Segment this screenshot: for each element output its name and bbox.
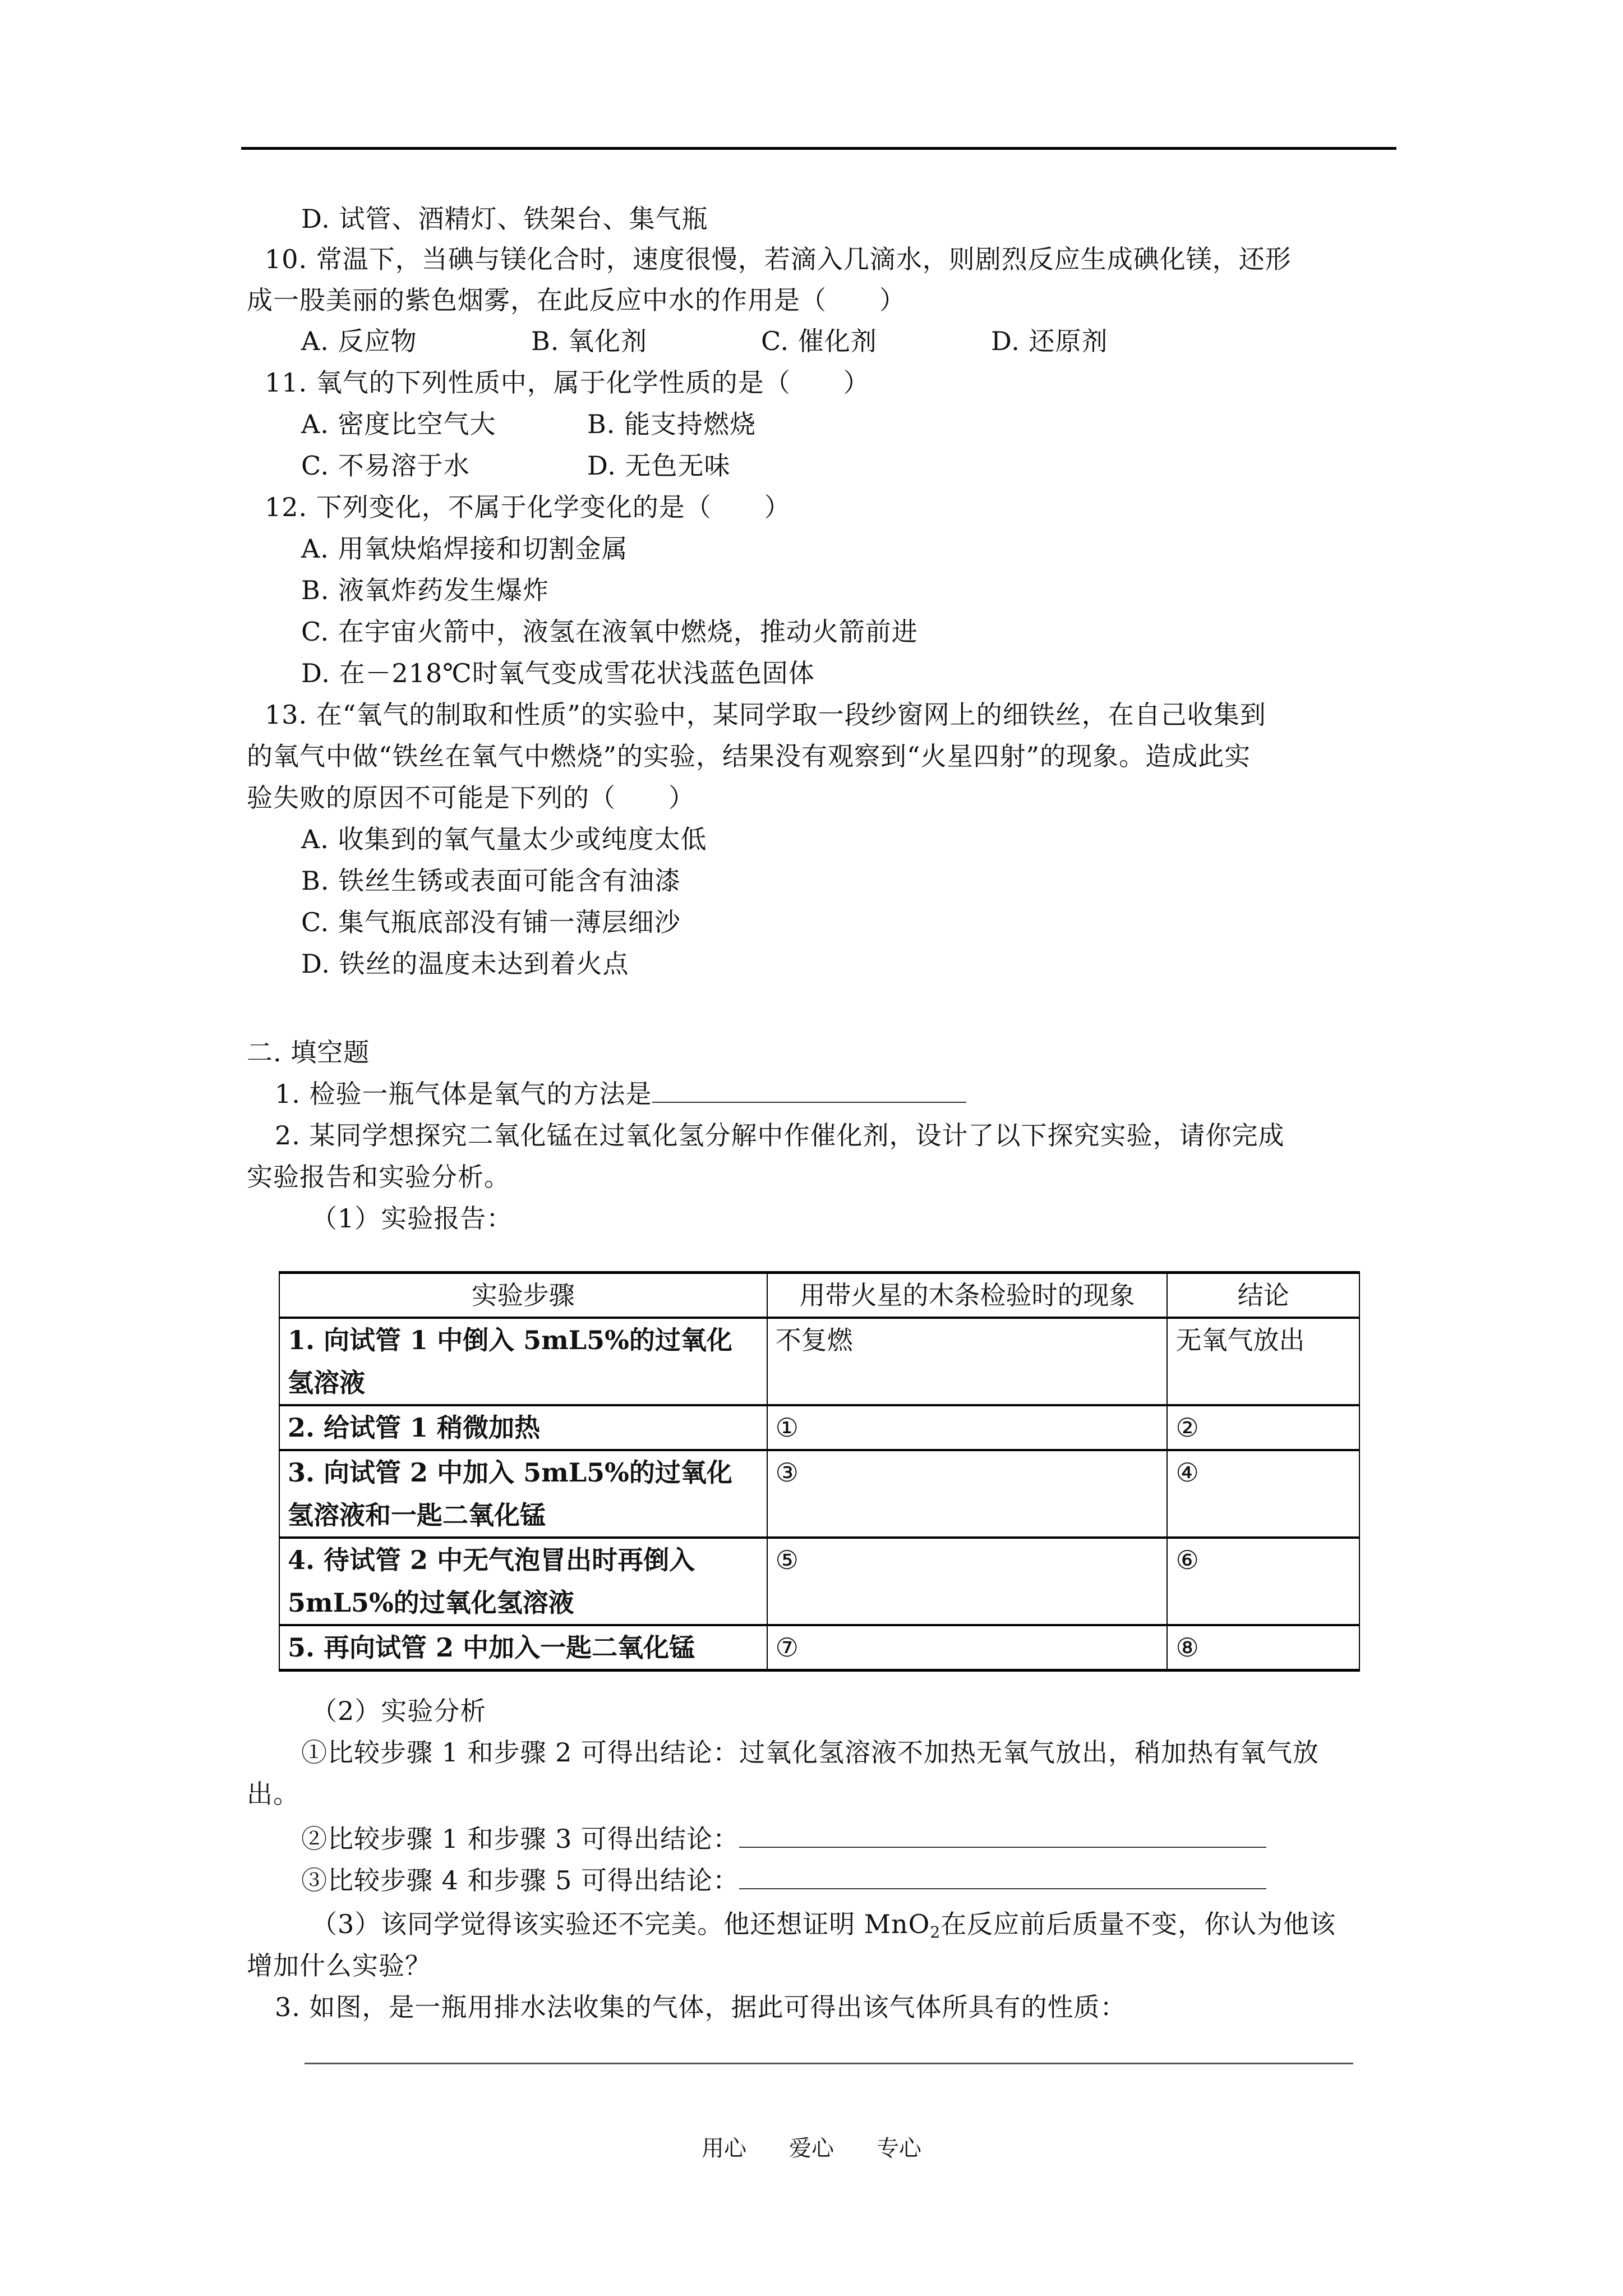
analysis2-text: ②比较步骤 1 和步骤 3 可得出结论： [301, 1824, 740, 1854]
analysis3-text: ③比较步骤 4 和步骤 5 可得出结论： [301, 1865, 740, 1895]
fill-q3-answer-line[interactable] [305, 2063, 1353, 2064]
q11-option-d: D. 无色无味 [587, 450, 731, 481]
footer-word: 用心 [702, 2136, 746, 2161]
phenomenon-cell[interactable]: ⑦ [767, 1625, 1168, 1671]
analysis3-blank[interactable] [739, 1866, 1266, 1889]
table-header-row [279, 1273, 1359, 1318]
page-footer [0, 2134, 1623, 2162]
step-cell [279, 1625, 767, 1671]
q11-option-c: C. 不易溶于水 [301, 450, 470, 481]
fill-q2-line2: 实验报告和实验分析。 [247, 1162, 510, 1192]
q13-stem-line2: 的氧气中做“铁丝在氧气中燃烧”的实验，结果没有观察到“火星四射”的现象。造成此实 [247, 741, 1251, 771]
q12-option-d: D. 在－218℃时氧气变成雪花状浅蓝色固体 [301, 658, 815, 688]
part3-text-pre: （3）该同学觉得该实验还不完美。他还想证明 MnO [311, 1909, 930, 1939]
conclusion-cell[interactable]: ④ [1167, 1450, 1359, 1538]
part3-text-post: 在反应前后质量不变，你认为他该 [940, 1909, 1336, 1939]
step-cell [279, 1318, 767, 1405]
fill-q2-line1: 2. 某同学想探究二氧化锰在过氧化氢分解中作催化剂，设计了以下探究实验，请你完成 [275, 1120, 1285, 1151]
analysis1-line1: ①比较步骤 1 和步骤 2 可得出结论：过氧化氢溶液不加热无氧气放出，稍加热有氧气放 [301, 1737, 1320, 1768]
q10-option-d: D. 还原剂 [991, 326, 1108, 356]
analysis2-blank[interactable] [739, 1824, 1266, 1848]
phenomenon-cell[interactable]: ⑤ [767, 1538, 1168, 1625]
table-row [279, 1450, 1359, 1538]
footer-word: 爱心 [789, 2136, 834, 2161]
q12-option-b: B. 液氧炸药发生爆炸 [301, 575, 550, 605]
q13-stem-line3: 验失败的原因不可能是下列的（ ） [247, 783, 695, 813]
fill-q3: 3. 如图，是一瓶用排水法收集的气体，据此可得出该气体所具有的性质： [275, 1992, 1127, 2022]
step-cell [279, 1450, 767, 1538]
q13-option-c: C. 集气瓶底部没有铺一薄层细沙 [301, 907, 681, 937]
analysis3 [301, 1864, 1266, 1897]
q11-options-row1 [301, 407, 756, 441]
q13-option-d: D. 铁丝的温度未达到着火点 [301, 949, 629, 979]
report-label: （1）实验报告： [311, 1203, 513, 1234]
experiment-report-table [279, 1271, 1360, 1672]
step-cell [279, 1405, 767, 1450]
part3-line2: 增加什么实验？ [247, 1950, 431, 1981]
conclusion-cell[interactable]: ⑥ [1167, 1538, 1359, 1625]
q12-stem: 12. 下列变化，不属于化学变化的是（ ） [265, 492, 791, 522]
q13-option-b: B. 铁丝生锈或表面可能含有油漆 [301, 866, 681, 896]
table-row [279, 1625, 1359, 1671]
q12-option-a: A. 用氧炔焰焊接和切割金属 [301, 533, 628, 564]
table-row [279, 1405, 1359, 1450]
analysis2 [301, 1822, 1266, 1856]
header-phenomenon: 用带火星的木条检验时的现象 [767, 1273, 1168, 1318]
conclusion-cell: 无氧气放出 [1167, 1318, 1359, 1405]
q11-option-b: B. 能支持燃烧 [587, 409, 757, 439]
step-text: 4. 待试管 2 中无气泡冒出时再倒入 [288, 1545, 695, 1575]
table-row [279, 1538, 1359, 1625]
q10-option-a: A. 反应物 [301, 326, 417, 356]
part3-subscript: 2 [930, 1923, 941, 1941]
q11-stem: 11. 氧气的下列性质中，属于化学性质的是（ ） [265, 367, 870, 398]
section2-title: 二. 填空题 [247, 1037, 370, 1068]
step-text: 5. 再向试管 2 中加入一匙二氧化锰 [288, 1632, 695, 1663]
step-text: 1. 向试管 1 中倒入 5mL5%的过氧化 [288, 1325, 732, 1355]
footer-word: 专心 [877, 2136, 921, 2161]
step-text: 3. 向试管 2 中加入 5mL5%的过氧化 [288, 1457, 732, 1488]
step-text: 2. 给试管 1 稍微加热 [288, 1412, 541, 1443]
fill-q1 [275, 1077, 966, 1111]
q11-option-a: A. 密度比空气大 [301, 409, 496, 439]
conclusion-cell[interactable]: ⑧ [1167, 1625, 1359, 1671]
q10-stem-line2: 成一股美丽的紫色烟雾，在此反应中水的作用是（ ） [247, 285, 906, 315]
q13-option-a: A. 收集到的氧气量太少或纯度太低 [301, 824, 707, 854]
analysis1-line2: 出。 [247, 1779, 299, 1809]
step-text: 5mL5%的过氧化氢溶液 [288, 1588, 574, 1618]
q12-option-c: C. 在宇宙火箭中，液氢在液氧中燃烧，推动火箭前进 [301, 616, 918, 647]
q10-option-c: C. 催化剂 [761, 326, 877, 356]
header-rule [241, 147, 1396, 150]
fill-q1-blank[interactable] [652, 1079, 966, 1103]
fill-q1-text: 1. 检验一瓶气体是氧气的方法是 [275, 1079, 652, 1109]
phenomenon-cell: 不复燃 [767, 1318, 1168, 1405]
phenomenon-cell[interactable]: ③ [767, 1450, 1168, 1538]
q13-stem-line1: 13. 在“氧气的制取和性质”的实验中，某同学取一段纱窗网上的细铁丝，在自己收集到 [265, 700, 1266, 730]
q10-options [301, 324, 1108, 358]
conclusion-cell[interactable]: ② [1167, 1405, 1359, 1450]
q10-option-b: B. 氧化剂 [531, 326, 648, 356]
analysis-label: （2）实验分析 [311, 1696, 487, 1726]
header-conclusion: 结论 [1167, 1273, 1359, 1318]
part3-line1 [311, 1907, 1336, 1941]
table-row [279, 1318, 1359, 1405]
q10-stem-line1: 10. 常温下，当碘与镁化合时，速度很慢，若滴入几滴水，则剧烈反应生成碘化镁，还形 [265, 244, 1292, 274]
header-step: 实验步骤 [279, 1273, 767, 1318]
step-text: 氢溶液和一匙二氧化锰 [288, 1500, 546, 1530]
q9-option-d: D. 试管、酒精灯、铁架台、集气瓶 [301, 204, 708, 234]
phenomenon-cell[interactable]: ① [767, 1405, 1168, 1450]
q11-options-row2 [301, 449, 731, 482]
step-cell [279, 1538, 767, 1625]
step-text: 氢溶液 [288, 1368, 365, 1398]
